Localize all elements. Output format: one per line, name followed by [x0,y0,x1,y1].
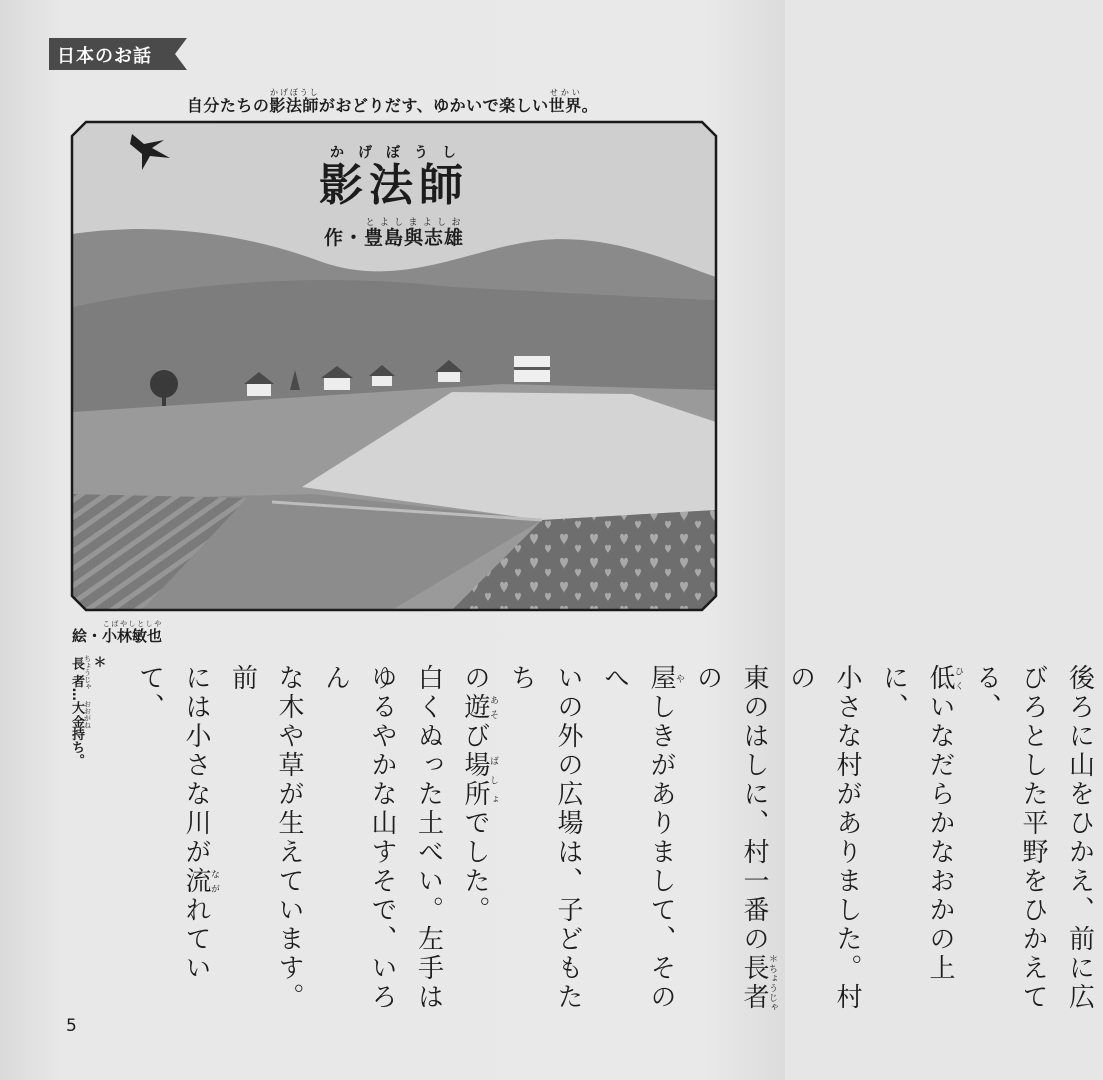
story-col-12-text: には小さな川が [181,664,211,867]
story-col-5 [692,664,777,1012]
title-ruby: かげぼうし [330,145,470,161]
author-name-ruby: とよしまよしお [364,218,465,228]
story-col-9: 白くぬった土べい。左手は [413,664,444,1012]
intro-kagebo-ruby: かげぼうし [269,88,319,97]
footnote [68,655,107,815]
story-col-5-end: の [692,664,723,693]
story-col-12-end: れていて、 [134,664,211,983]
story-col-5-text: 東のはしに、村一番の [739,664,769,954]
story-body [126,664,1103,1034]
story-title: 影法師 [319,160,469,211]
story-hiku-ruby: ひく [953,664,963,693]
house [324,376,350,390]
series-tag [49,38,187,70]
illustrator-prefix: 絵・ [72,627,103,645]
series-tag-label: 日本のお話 [57,46,152,67]
illustrator-credit [72,620,162,646]
story-col-8-start: の [460,664,490,693]
story-basho: 場所 [460,751,490,809]
footnote-ookane-ruby: おおがね [83,700,92,729]
footnote-sep: … [69,687,84,701]
intro-kagebo: 影法師 [269,96,319,115]
story-ya-ruby: や [674,664,684,693]
story-hiku: 低 [925,664,955,693]
tree-trunk [162,392,166,406]
story-col-3 [878,664,963,983]
author-prefix: 作・ [323,227,364,249]
story-ya: 屋 [646,664,676,693]
story-col-6-text: しきがありまして、そのへ [599,664,676,1012]
story-aso-ruby: あそ [488,693,498,722]
story-naga-ruby: なが [209,867,219,896]
footnote-rest: 持ち。 [69,727,84,767]
author-name: 豊島與志雄 [364,227,465,249]
story-choja: 長者 [739,954,769,1012]
story-col-8-mid: び [460,722,490,751]
story-col-1: 後ろに山をひかえ、前に広 [1064,664,1095,1012]
story-basho-ruby: ばしょ [488,751,498,809]
story-col-6 [599,664,684,1012]
intro-text-1: 自分たちの [186,96,270,115]
illustrator-name: 小林敏也 [102,627,163,645]
footnote-term-ruby: ちょうじゃ [83,655,92,690]
house [247,382,271,396]
intro-sekai-ruby: せかい [548,88,582,97]
story-naga: 流 [181,867,211,896]
story-col-3-text: いなだらかなおかの上に、 [878,664,955,983]
intro-sekai: 世界 [548,96,582,115]
story-aso: 遊 [460,693,490,722]
footnote-star: ＊ [90,655,106,668]
title-block [72,142,716,250]
story-col-4: 小さな村がありました。村の [785,664,862,1012]
intro-line [0,88,785,116]
story-col-2: びろとした平野をひかえてる、 [971,664,1048,1012]
story-col-12 [134,664,219,983]
author-line [72,218,716,250]
story-col-11: な木や草が生えています。前 [227,664,304,1012]
story-col-10: ゆるやかな山すそで、いろん [320,664,397,1012]
manor-stripe [514,367,550,370]
footnote-term: 長者 [69,655,84,690]
story-choja-ruby: ＊ちょうじゃ [767,954,777,1012]
intro-text-2: がおどりだす、ゆかいで楽しい [318,96,549,115]
footnote-ookane: 大金 [69,700,84,729]
illustrator-name-ruby: こばやしとしや [102,620,163,628]
intro-text-3: 。 [581,96,599,115]
story-col-8-end: でした。 [460,809,490,925]
story-col-8 [460,664,498,925]
page-number: 5 [66,1016,77,1036]
story-col-7: いの外の広場は、子どもたち [506,664,583,1012]
